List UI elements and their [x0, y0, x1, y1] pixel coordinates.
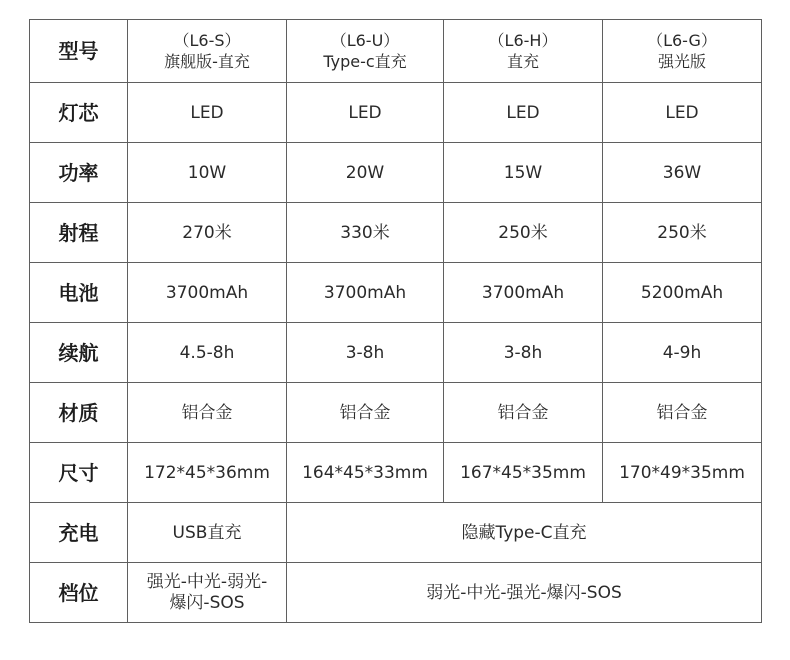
model-name: 强光版 — [657, 52, 706, 71]
table-cell: 10W — [128, 143, 287, 203]
table-cell: LED — [128, 83, 287, 143]
table-cell: 3-8h — [287, 323, 444, 383]
table-row-range — [30, 203, 762, 263]
table-cell: 250米 — [603, 203, 762, 263]
model-label: 型号 — [30, 20, 128, 83]
table-cell: 164*45*33mm — [287, 443, 444, 503]
table-cell: 36W — [603, 143, 762, 203]
table-row-battery — [30, 263, 762, 323]
table-row-led — [30, 83, 762, 143]
spec-table — [29, 19, 762, 623]
row-label: 电池 — [30, 263, 128, 323]
table-cell: 3700mAh — [128, 263, 287, 323]
model-code: （L6-S） — [173, 31, 241, 50]
table-cell: 20W — [287, 143, 444, 203]
table-cell: 5200mAh — [603, 263, 762, 323]
table-cell: 铝合金 — [287, 383, 444, 443]
model-cell-l6h — [444, 20, 603, 83]
table-cell: LED — [603, 83, 762, 143]
table-cell: 167*45*35mm — [444, 443, 603, 503]
model-code: （L6-G） — [647, 31, 717, 50]
mode-line: 爆闪-SOS — [169, 592, 245, 613]
table-cell-merged: 隐藏Type-C直充 — [287, 503, 762, 563]
table-cell: 4.5-8h — [128, 323, 287, 383]
model-cell-l6g — [603, 20, 762, 83]
table-row-runtime — [30, 323, 762, 383]
table-cell: 铝合金 — [603, 383, 762, 443]
table-cell: 铝合金 — [444, 383, 603, 443]
table-row-power — [30, 143, 762, 203]
table-cell: 铝合金 — [128, 383, 287, 443]
table-cell: 3-8h — [444, 323, 603, 383]
table-row-material — [30, 383, 762, 443]
table-cell — [128, 563, 287, 623]
table-cell: 330米 — [287, 203, 444, 263]
table-cell: LED — [287, 83, 444, 143]
model-cell-l6s — [128, 20, 287, 83]
table-cell: USB直充 — [128, 503, 287, 563]
row-label: 档位 — [30, 563, 128, 623]
table-header-row — [30, 20, 762, 83]
table-cell: 170*49*35mm — [603, 443, 762, 503]
table-row-size — [30, 443, 762, 503]
table-cell: 4-9h — [603, 323, 762, 383]
table-row-charging — [30, 503, 762, 563]
table-cell: 15W — [444, 143, 603, 203]
row-label: 尺寸 — [30, 443, 128, 503]
table-cell: 250米 — [444, 203, 603, 263]
table-row-modes — [30, 563, 762, 623]
table-cell: 3700mAh — [287, 263, 444, 323]
row-label: 充电 — [30, 503, 128, 563]
model-code: （L6-H） — [488, 31, 558, 50]
table-cell: 270米 — [128, 203, 287, 263]
table-cell-merged: 弱光-中光-强光-爆闪-SOS — [287, 563, 762, 623]
row-label: 续航 — [30, 323, 128, 383]
row-label: 灯芯 — [30, 83, 128, 143]
mode-line: 强光-中光-弱光- — [146, 571, 268, 592]
model-name: 旗舰版-直充 — [164, 52, 250, 71]
table-cell: 172*45*36mm — [128, 443, 287, 503]
row-label: 射程 — [30, 203, 128, 263]
row-label: 材质 — [30, 383, 128, 443]
table-cell: 3700mAh — [444, 263, 603, 323]
model-code: （L6-U） — [330, 31, 400, 50]
model-cell-l6u — [287, 20, 444, 83]
model-name: Type-c直充 — [323, 52, 407, 71]
model-name: 直充 — [506, 52, 539, 71]
spec-table-container — [29, 19, 762, 623]
table-cell: LED — [444, 83, 603, 143]
row-label: 功率 — [30, 143, 128, 203]
